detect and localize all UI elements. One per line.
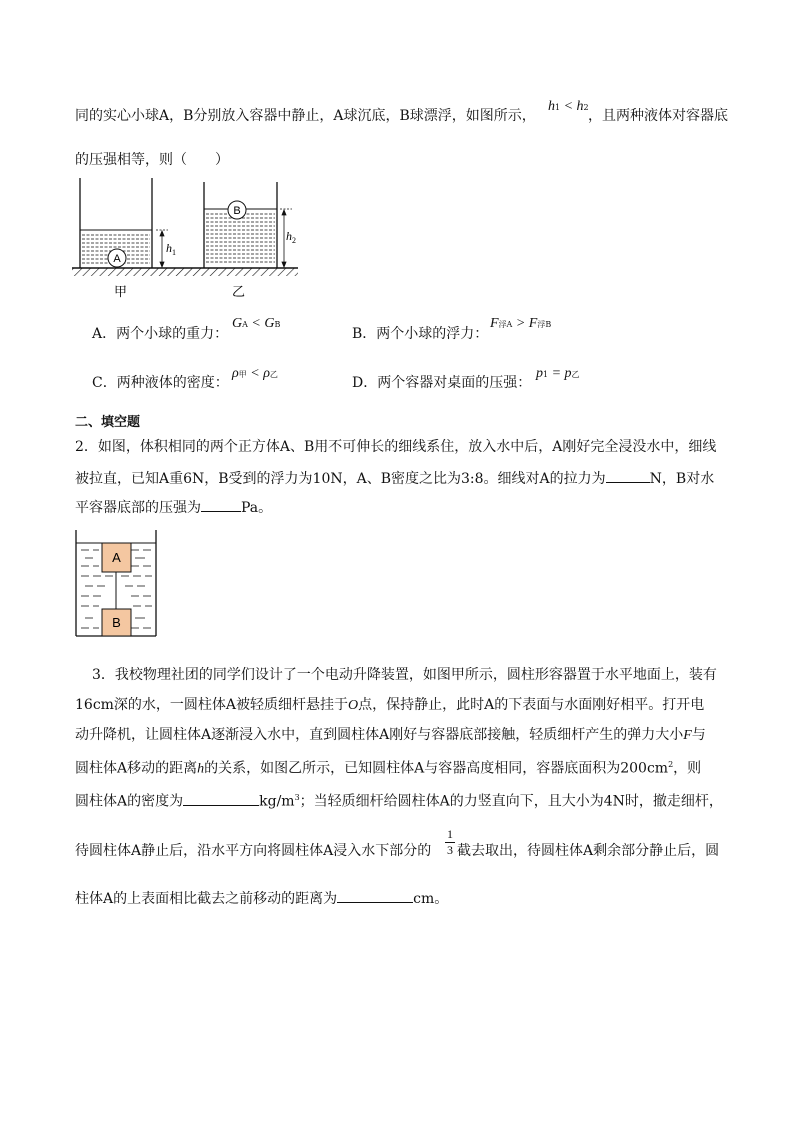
q3-blank-1[interactable] (183, 791, 259, 806)
option-b-sub1: 浮A (498, 320, 513, 329)
q2-line3 (75, 497, 272, 517)
q3-line3-a: 动升降机，让圆柱体A逐渐浸入水中，直到圆柱体A刚好与容器底部接触，轻质细杆产生的弹力大小 (75, 727, 684, 743)
q2-line3-a: 平容器底部的压强为 (75, 500, 201, 516)
q3-line2-b: 点，保持静止，此时A的下表面与水面刚好相平。打开电 (358, 697, 705, 713)
cond-h1: h (548, 99, 555, 114)
q3-line5 (75, 789, 723, 811)
option-b-sub2: 浮B (537, 320, 552, 329)
option-a-math (232, 314, 280, 334)
q3-line6-a: 待圆柱体A静止后，沿水平方向将圆柱体A浸入水下部分的 (75, 843, 432, 859)
q3-line6 (75, 842, 431, 860)
q3-line4 (75, 756, 701, 779)
cond-h1-sub: 1 (555, 103, 561, 112)
q2-blank-1[interactable] (606, 468, 650, 483)
q2-figure (75, 530, 157, 638)
cond-op: < (560, 99, 577, 114)
option-a (92, 325, 228, 343)
q1-line1 (75, 107, 536, 125)
q3-line7 (75, 888, 448, 908)
option-b-text: B．两个小球的浮力： (352, 326, 489, 342)
q3-line1: 3．我校物理社团的同学们设计了一个电动升降装置，如图甲所示，圆柱形容器置于水平地面上，装有 (92, 667, 717, 683)
q3-line6-b: 截去取出，待圆柱体A剩余部分静止后，圆 (457, 843, 720, 859)
option-a-g1: G (232, 316, 243, 331)
q3-point-o: O (348, 698, 359, 713)
cond-h2-sub: 2 (583, 103, 589, 112)
option-a-sub1: A (242, 320, 248, 329)
q2-line1: 2．如图，体积相同的两个正方体A、B用不可伸长的细线系住，放入水中后，A刚好完全浸没水中，细线 (75, 439, 717, 455)
ground-hatch (72, 268, 298, 276)
option-a-g2: G (264, 316, 275, 331)
option-b-f1: F (490, 316, 499, 331)
label-jia: 甲 (114, 285, 128, 300)
option-d-text: D．两个容器对桌面的压强： (352, 375, 532, 391)
q3-line5-c: ；当轻质细杆给圆柱体A的力竖直向下，且大小为4N时，撤走细杆， (299, 793, 723, 810)
option-c-sub1: 甲 (238, 370, 247, 379)
q3-line4-a: 圆柱体A移动的距离 (75, 760, 198, 777)
section-title: 二、填空题 (75, 415, 141, 430)
container-yi (204, 182, 277, 268)
option-c-op: < (246, 366, 264, 381)
option-d (352, 374, 531, 392)
option-d-p1: p (536, 366, 543, 381)
q3-fraction (445, 828, 455, 857)
q3-line7-a: 柱体A的上表面相比截去之前移动的距离为 (75, 891, 338, 907)
option-d-math (536, 364, 580, 384)
block-a-label: A (112, 550, 121, 565)
cond-h2: h (576, 99, 584, 114)
q3-line6-tail (457, 842, 719, 860)
q3-line4-c: ，则 (673, 760, 702, 777)
h2-label: $h_2$ (286, 229, 296, 245)
q3-line5-sup: 3 (294, 793, 300, 802)
option-c (92, 374, 229, 392)
q2-line2 (75, 468, 714, 488)
q2-line2-a: 被拉直，已知A重6N，B受到的浮力为10N，A、B密度之比为3:8。细线对A的拉力为 (75, 471, 606, 487)
q3-line4-sup: 2 (668, 760, 674, 769)
q1-line1-text-b: ，且两种液体对容器底 (588, 108, 728, 124)
option-d-op: = (548, 366, 565, 381)
option-c-r2: ρ (263, 366, 270, 381)
frac-num: 1 (447, 827, 453, 841)
option-b-math (490, 314, 551, 334)
option-b-f2: F (528, 316, 538, 331)
q3-line5-b: kg/m (259, 793, 295, 810)
q3-line5-a: 圆柱体A的密度为 (75, 793, 184, 810)
q2-blank-2[interactable] (201, 497, 241, 512)
q2-line2-b: N，B对水 (649, 471, 715, 487)
option-c-text: C．两种液体的密度： (92, 375, 229, 391)
option-a-text: A．两个小球的重力： (92, 326, 229, 342)
q3-h: h (197, 761, 205, 777)
q3-line2 (75, 696, 704, 715)
q1-figure (72, 176, 302, 302)
label-yi: 乙 (232, 285, 246, 300)
q3-line2-a: 16cm深的水，一圆柱体A被轻质细杆悬挂于 (75, 697, 349, 713)
option-d-sub1: 1 (543, 370, 549, 379)
option-a-sub2: B (274, 320, 281, 329)
option-c-math (232, 364, 278, 384)
liquid-yi (206, 214, 275, 262)
option-b (352, 325, 488, 343)
ball-a-label: A (113, 253, 121, 265)
q3-f: F (683, 728, 692, 743)
q3-blank-2[interactable] (337, 888, 413, 903)
frac-den: 3 (447, 843, 453, 857)
q1-line2: 的压强相等，则（ ） (75, 152, 229, 168)
ball-b-label: B (233, 205, 241, 217)
option-c-sub2: 乙 (269, 370, 278, 379)
q3-line7-b: cm。 (413, 891, 449, 907)
q2-line3-b: Pa。 (241, 500, 273, 516)
q3-line3-b: 与 (691, 727, 706, 743)
option-c-r1: ρ (232, 366, 239, 381)
q1-condition (548, 97, 589, 117)
q3-line3 (75, 726, 706, 745)
option-b-op: > (512, 316, 529, 331)
h1-label: $h_1$ (166, 241, 176, 257)
block-b-label: B (112, 615, 121, 630)
option-a-op: < (247, 316, 265, 331)
q1-line1-text-a: 同的实心小球A，B分别放入容器中静止，A球沉底，B球漂浮，如图所示， (75, 108, 536, 124)
q3-line4-b: 的关系，如图乙所示，已知圆柱体A与容器高度相同，容器底面积为200cm (204, 760, 669, 777)
option-d-p2: p (564, 366, 572, 381)
option-d-sub2: 乙 (571, 370, 580, 379)
q1-line1-tail (588, 107, 728, 125)
